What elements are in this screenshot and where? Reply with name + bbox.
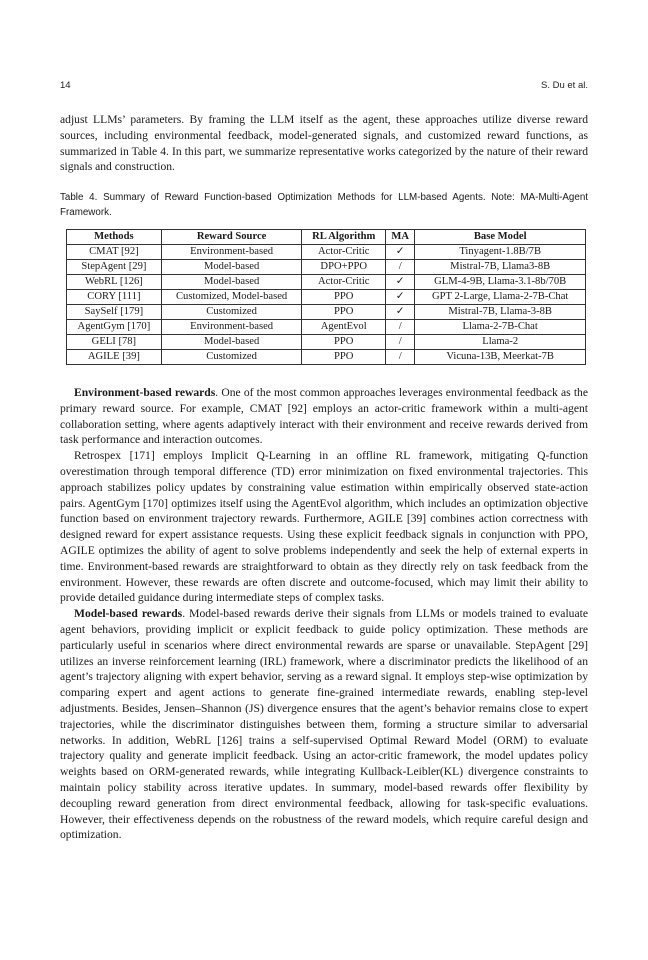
- table-row: [67, 260, 586, 275]
- cell-rl-algorithm: PPO: [302, 305, 386, 320]
- model-rewards-text: . Model-based rewards derive their signals from LLMs or models trained to evaluate agent behaviors, providing implicit or explicit feedback to guide policy optimization. These methods are particularly useful in scenarios where direct environmental rewards are sparse or unavailable. StepAgent [29] utilizes an inverse reinforcement learning (IRL) framework, where a discriminator predicts the likelihood of an agent’s trajectory aligning with expert behavior, serving as a reward signal. It employs step-wise optimization by comparing expert and agent actions to generate fine-grained intermediate rewards, enabling step-level adjustments. Besides, Jensen–Shannon (JS) divergence ensures that the agent’s behavior remains close to expert trajectories, while the discriminator distinguishes between them, forming a structure similar to adversarial networks. In addition, WebRL [126] trains a self-supervised Optimal Reward Model (ORM) to evaluate trajectory quality and generate implicit feedback. Using an actor-critic framework, the model updates policy weights based on ORM-generated rewards, while integrating Kullback-Leibler(KL) divergence constraints to maintain policy stability across iterative updates. In summary, model-based rewards offer flexibility by decoupling reward generation from direct environmental feedback, allowing for task-specific evaluations. However, their effectiveness depends on the robustness of the reward models, which require careful design and optimization.: [60, 607, 588, 842]
- env-rewards-text: . One of the most common approaches leverages environmental feedback as the primary reward source. For example, CMAT [92] employs an actor-critic framework within a multi-agent collaboration setting, where agents adaptively interact with their environment and receive rewards derived from task performance and interaction outcomes.: [60, 386, 588, 447]
- cell-reward-source: Model-based: [161, 335, 302, 350]
- cell-ma: /: [386, 350, 415, 365]
- retrospex-paragraph: Retrospex [171] employs Implicit Q-Learning in an offline RL framework, mitigating Q-function overestimation through temporal difference (TD) error minimization on fixed environmental trajectories. This approach stabilizes policy updates by constraining value estimation within empirically observed state-action pairs. AgentGym [170] optimizes itself using the AgentEvol algorithm, which includes an optimization objective function based on environment trajectory rewards. Furthermore, AGILE [39] combines action correctness with designed reward for expert assistance requests. Using these explicit feedback signals in conjunction with PPO, AGILE optimizes the ability of agent to solve problems independently and seek the help of external experts in time. Environment-based rewards are straightforward to obtain as they directly rely on task feedback from the environment. However, these rewards are often discrete and outcome-focused, which may limit their ability to provide detailed guidance during intermediate steps of complex tasks.: [60, 449, 588, 605]
- model-rewards-paragraph: [60, 606, 588, 843]
- table-caption: Table 4. Summary of Reward Function-based Optimization Methods for LLM-based Agents. Note: MA-Multi-Agent Framework.: [60, 192, 588, 218]
- env-rewards-paragraph: [60, 385, 588, 448]
- table-header-row: [67, 230, 586, 245]
- cell-reward-source: Customized: [161, 305, 302, 320]
- header-reward-source: Reward Source: [161, 230, 302, 245]
- cell-base-model: Vicuna-13B, Meerkat-7B: [415, 350, 586, 365]
- cell-rl-algorithm: PPO: [302, 335, 386, 350]
- cell-rl-algorithm: AgentEvol: [302, 320, 386, 335]
- table-row: [67, 335, 586, 350]
- cell-ma: ✓: [386, 290, 415, 305]
- cell-base-model: GPT 2-Large, Llama-2-7B-Chat: [415, 290, 586, 305]
- cell-reward-source: Model-based: [161, 275, 302, 290]
- running-header: [60, 80, 588, 94]
- cell-ma: /: [386, 260, 415, 275]
- cell-rl-algorithm: DPO+PPO: [302, 260, 386, 275]
- cell-method: WebRL [126]: [67, 275, 162, 290]
- cell-ma: ✓: [386, 245, 415, 260]
- header-rl-algorithm: RL Algorithm: [302, 230, 386, 245]
- header-ma: MA: [386, 230, 415, 245]
- header-base-model: Base Model: [415, 230, 586, 245]
- cell-base-model: Tinyagent-1.8B/7B: [415, 245, 586, 260]
- table-row: [67, 350, 586, 365]
- cell-base-model: Llama-2: [415, 335, 586, 350]
- intro-paragraph: adjust LLMs’ parameters. By framing the LLM itself as the agent, these approaches utilize diverse reward sources, including environmental feedback, model-generated signals, and customized reward functions, as summarized in Table 4. In this part, we summarize representative works categorized by the nature of their reward signals and construction.: [60, 113, 588, 174]
- cell-reward-source: Environment-based: [161, 320, 302, 335]
- cell-base-model: Llama-2-7B-Chat: [415, 320, 586, 335]
- cell-ma: /: [386, 335, 415, 350]
- env-rewards-heading: Environment-based rewards: [74, 386, 216, 399]
- cell-ma: /: [386, 320, 415, 335]
- body-text: [60, 385, 588, 843]
- header-methods: Methods: [67, 230, 162, 245]
- cell-rl-algorithm: Actor-Critic: [302, 275, 386, 290]
- cell-method: SaySelf [179]: [67, 305, 162, 320]
- cell-method: CMAT [92]: [67, 245, 162, 260]
- cell-ma: ✓: [386, 275, 415, 290]
- table-row: [67, 275, 586, 290]
- cell-reward-source: Environment-based: [161, 245, 302, 260]
- cell-rl-algorithm: Actor-Critic: [302, 245, 386, 260]
- model-rewards-heading: Model-based rewards: [74, 607, 183, 621]
- cell-base-model: GLM-4-9B, Llama-3.1-8b/70B: [415, 275, 586, 290]
- cell-method: AgentGym [170]: [67, 320, 162, 335]
- cell-reward-source: Model-based: [161, 260, 302, 275]
- summary-table: [66, 229, 586, 365]
- running-author: S. Du et al.: [541, 80, 588, 91]
- cell-reward-source: Customized, Model-based: [161, 290, 302, 305]
- cell-method: GELI [78]: [67, 335, 162, 350]
- table-row: [67, 245, 586, 260]
- cell-method: AGILE [39]: [67, 350, 162, 365]
- table-row: [67, 290, 586, 305]
- cell-base-model: Mistral-7B, Llama-3-8B: [415, 305, 586, 320]
- cell-method: CORY [111]: [67, 290, 162, 305]
- table-row: [67, 320, 586, 335]
- cell-reward-source: Customized: [161, 350, 302, 365]
- table-row: [67, 305, 586, 320]
- cell-ma: ✓: [386, 305, 415, 320]
- cell-rl-algorithm: PPO: [302, 350, 386, 365]
- cell-base-model: Mistral-7B, Llama3-8B: [415, 260, 586, 275]
- cell-rl-algorithm: PPO: [302, 290, 386, 305]
- page-number: 14: [60, 80, 71, 91]
- cell-method: StepAgent [29]: [67, 260, 162, 275]
